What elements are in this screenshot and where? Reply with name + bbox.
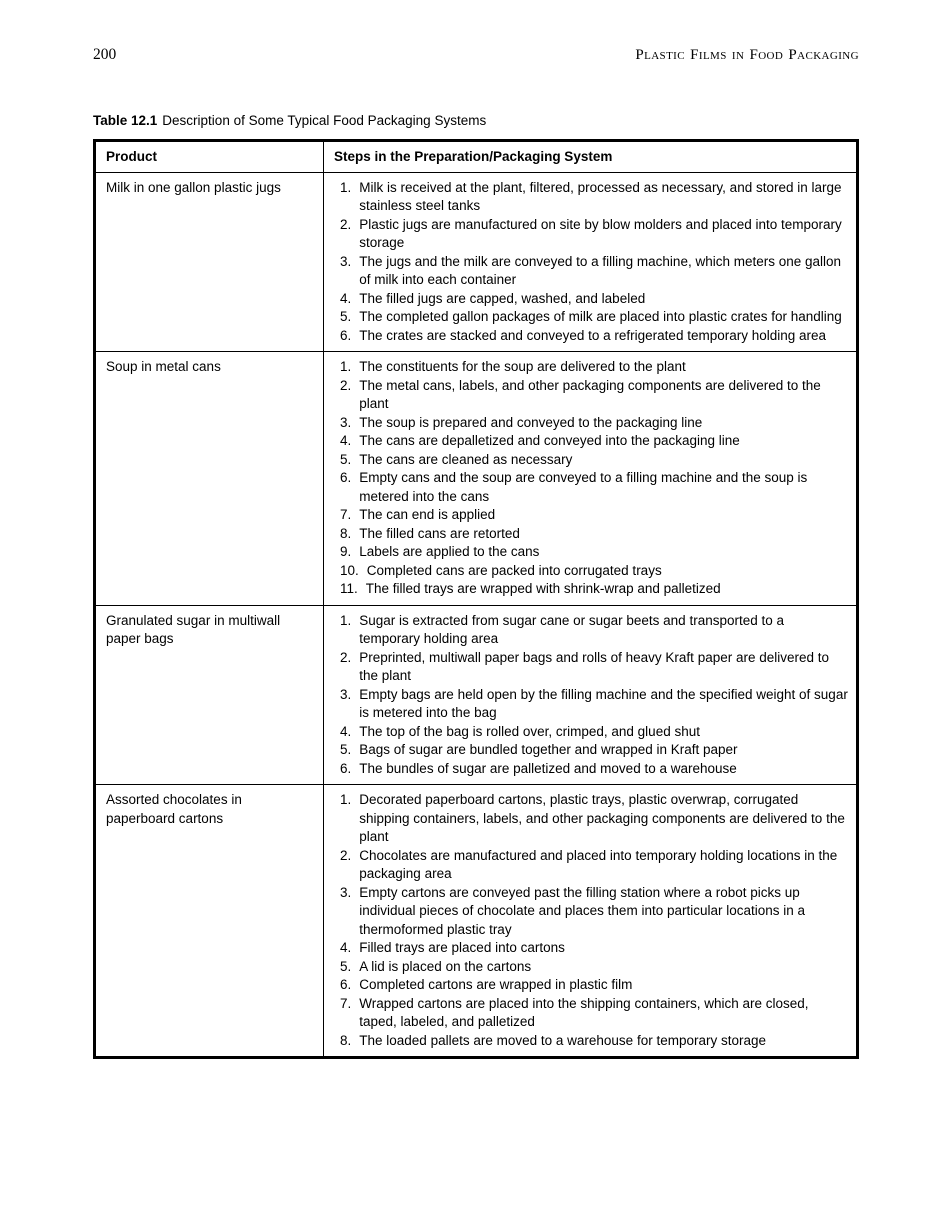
step-number: 9.: [340, 544, 352, 559]
step-text: The constituents for the soup are delivered to the plant: [359, 359, 686, 374]
step-item: [340, 525, 848, 544]
page-header: [93, 46, 859, 64]
step-item: [340, 686, 848, 723]
step-text: The filled trays are wrapped with shrink-wrap and palletized: [365, 581, 721, 596]
table-header-product: Product: [96, 142, 324, 173]
step-number: 5.: [340, 309, 352, 324]
step-item: [340, 791, 848, 847]
step-item: [340, 760, 848, 779]
table-body: [96, 172, 857, 1057]
step-number: 1.: [340, 359, 352, 374]
step-item: [340, 253, 848, 290]
step-text: Empty cans and the soup are conveyed to a filling machine and the soup is metered into the cans: [359, 470, 808, 504]
running-head: Plastic Films in Food Packaging: [635, 47, 859, 63]
step-item: [340, 958, 848, 977]
step-item: [340, 649, 848, 686]
step-text: The metal cans, labels, and other packaging components are delivered to the plant: [359, 377, 821, 411]
step-item: [340, 847, 848, 884]
table: [95, 141, 857, 1057]
table-header-steps: Steps in the Preparation/Packaging System: [324, 142, 857, 173]
table-caption: [93, 113, 859, 128]
step-number: 7.: [340, 995, 352, 1011]
step-item: [340, 939, 848, 958]
step-item: [340, 562, 848, 581]
step-text: Plastic jugs are manufactured on site by blow molders and placed into temporary storage: [359, 216, 842, 250]
product-cell: Soup in metal cans: [96, 352, 324, 606]
table-row: [96, 172, 857, 352]
step-item: [340, 506, 848, 525]
step-text: Wrapped cartons are placed into the shipping containers, which are closed, taped, labeled, and palletized: [359, 995, 809, 1029]
caption-label: Table 12.1: [93, 113, 158, 128]
table-row: [96, 605, 857, 785]
step-item: [340, 884, 848, 940]
step-text: Preprinted, multiwall paper bags and rolls of heavy Kraft paper are delivered to the plant: [359, 649, 830, 683]
step-number: 5.: [340, 451, 352, 467]
step-item: [340, 741, 848, 760]
step-text: The crates are stacked and conveyed to a refrigerated temporary holding area: [359, 327, 827, 343]
step-item: [340, 216, 848, 253]
step-text: Filled trays are placed into cartons: [359, 940, 565, 955]
step-item: [340, 612, 848, 649]
step-number: 6.: [340, 760, 352, 776]
step-text: Empty bags are held open by the filling machine and the specified weight of sugar is metered into the bag: [359, 686, 848, 720]
product-cell: Granulated sugar in multiwall paper bags: [96, 605, 324, 785]
step-number: 5.: [340, 742, 352, 757]
caption-title: Description of Some Typical Food Packaging Systems: [162, 113, 487, 128]
steps-cell: [324, 352, 857, 606]
step-number: 2.: [340, 216, 352, 232]
step-item: [340, 327, 848, 346]
step-number: 1.: [340, 792, 352, 807]
step-text: The cans are cleaned as necessary: [359, 451, 573, 467]
step-text: Decorated paperboard cartons, plastic trays, plastic overwrap, corrugated shipping containers, labels, and other packaging components are delivered to the plant: [359, 792, 845, 844]
step-item: [340, 290, 848, 309]
step-item: [340, 543, 848, 562]
step-number: 2.: [340, 649, 352, 665]
steps-list: [340, 612, 848, 779]
step-number: 3.: [340, 253, 352, 269]
step-number: 8.: [340, 1032, 352, 1048]
steps-list: [340, 791, 848, 1050]
product-cell: Milk in one gallon plastic jugs: [96, 172, 324, 352]
step-number: 2.: [340, 377, 352, 393]
steps-cell: [324, 785, 857, 1057]
step-item: [340, 1032, 848, 1051]
step-number: 11.: [340, 581, 358, 596]
steps-cell: [324, 172, 857, 352]
table-row: [96, 352, 857, 606]
step-number: 6.: [340, 977, 352, 992]
step-item: [340, 723, 848, 742]
step-text: The filled cans are retorted: [359, 525, 520, 541]
steps-list: [340, 358, 848, 599]
step-number: 4.: [340, 290, 352, 306]
step-text: A lid is placed on the cartons: [359, 958, 532, 974]
steps-list: [340, 179, 848, 346]
step-text: The jugs and the milk are conveyed to a filling machine, which meters one gallon of milk into each container: [359, 253, 842, 287]
step-number: 4.: [340, 940, 352, 955]
step-text: Completed cans are packed into corrugated trays: [366, 562, 662, 578]
page-number: 200: [93, 46, 117, 63]
step-text: The can end is applied: [359, 507, 496, 522]
step-item: [340, 308, 848, 327]
step-text: The soup is prepared and conveyed to the packaging line: [359, 414, 703, 430]
step-text: The loaded pallets are moved to a warehouse for temporary storage: [359, 1032, 766, 1048]
step-number: 1.: [340, 179, 352, 195]
step-number: 4.: [340, 723, 352, 739]
step-number: 3.: [340, 884, 352, 900]
step-number: 8.: [340, 525, 352, 541]
steps-cell: [324, 605, 857, 785]
step-item: [340, 580, 848, 599]
table-header-row: [96, 142, 857, 173]
step-item: [340, 377, 848, 414]
table-row: [96, 785, 857, 1057]
step-number: 6.: [340, 327, 352, 343]
step-text: Bags of sugar are bundled together and wrapped in Kraft paper: [359, 742, 738, 757]
step-number: 7.: [340, 507, 352, 522]
step-item: [340, 976, 848, 995]
step-item: [340, 469, 848, 506]
step-number: 4.: [340, 433, 352, 448]
step-text: The filled jugs are capped, washed, and labeled: [359, 290, 646, 306]
step-number: 1.: [340, 612, 352, 628]
step-item: [340, 451, 848, 470]
step-number: 6.: [340, 470, 352, 485]
step-text: The completed gallon packages of milk are placed into plastic crates for handling: [359, 309, 842, 324]
step-text: Empty cartons are conveyed past the filling station where a robot picks up individual pieces of chocolate and places them into particular locations in a thermoformed plastic tray: [359, 884, 806, 937]
food-packaging-table: [93, 139, 859, 1059]
step-number: 3.: [340, 686, 352, 702]
step-number: 10.: [340, 562, 359, 578]
step-number: 3.: [340, 414, 352, 430]
product-cell: Assorted chocolates in paperboard cartons: [96, 785, 324, 1057]
step-item: [340, 179, 848, 216]
step-text: The top of the bag is rolled over, crimped, and glued shut: [359, 723, 700, 739]
step-number: 2.: [340, 847, 352, 863]
step-text: The bundles of sugar are palletized and moved to a warehouse: [359, 760, 737, 776]
table-head: [96, 142, 857, 173]
step-text: Milk is received at the plant, filtered, processed as necessary, and stored in large stainless steel tanks: [359, 179, 842, 213]
step-item: [340, 358, 848, 377]
step-text: The cans are depalletized and conveyed into the packaging line: [359, 433, 740, 448]
step-text: Chocolates are manufactured and placed into temporary holding locations in the packaging area: [359, 847, 838, 881]
step-text: Labels are applied to the cans: [359, 544, 540, 559]
step-text: Completed cartons are wrapped in plastic film: [359, 977, 633, 992]
step-item: [340, 414, 848, 433]
step-text: Sugar is extracted from sugar cane or sugar beets and transported to a temporary holding area: [359, 612, 785, 646]
step-number: 5.: [340, 958, 352, 974]
step-item: [340, 995, 848, 1032]
step-item: [340, 432, 848, 451]
